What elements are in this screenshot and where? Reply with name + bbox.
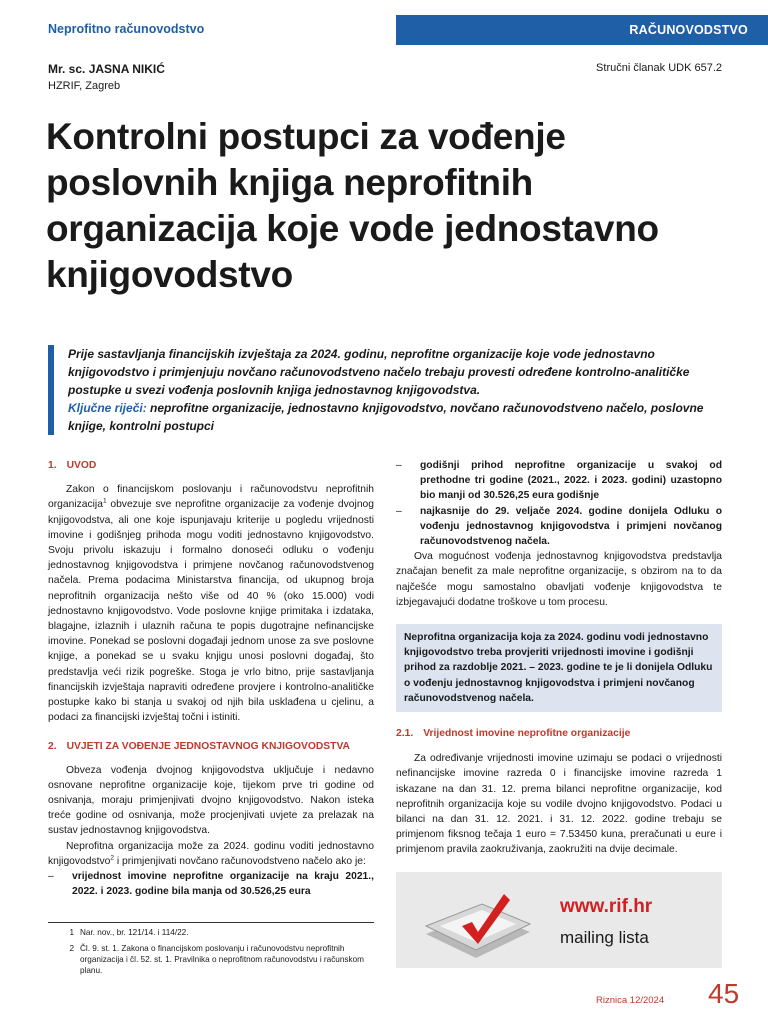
list-item: [48, 869, 374, 899]
footnote: [48, 927, 374, 938]
paragraph: [48, 482, 374, 725]
paragraph-text: i primjenjivati novčano računovodstveno načelo ako je:: [114, 855, 366, 867]
list-item-text: najkasnije do 29. veljače 2024. godine donijela Odluku o vođenju jednostavnog knjigovodstva i primjeni novčanog računovodstvenog načela.: [420, 505, 722, 548]
ad-banner[interactable]: [396, 872, 722, 968]
author-affiliation: HZRIF, Zagreb: [48, 80, 121, 92]
ad-mailing-label: mailing lista: [560, 928, 649, 947]
checkbox-check-icon: [418, 882, 536, 962]
section-heading-1: [48, 458, 374, 473]
paragraph: Za određivanje vrijednosti imovine uzimaju se podaci o vrijednosti nefinancijske imovine razreda 0 i financijske imovine razreda 1 iskazane na dan 31. 12. prema bilanci neprofitne organizacije, kod neprofitnih organizacija koje su vodile dvojno knjigovodstvo. Podaci u bilanci na dan 31. 12. 2021. i 31. 12. 2022. godine trebaju se primjenom fiksnog tečaja 1 euro = 7.53450 kuna, preračunati u eure i primjenom pravila zaokruživanja, zaokružiti na dvije decimale.: [396, 753, 722, 856]
footnote-text: Čl. 9. st. 1. Zakona o financijskom poslovanju i računovodstvu neprofitnih organizacija i čl. 52. st. 1. Pravilnika o neprofitnom računovodstvu i računskom planu.: [80, 944, 364, 975]
paragraph: Ova mogućnost vođenja jednostavnog knjigovodstva predstavlja značajan benefit za male neprofitne organizacije, s obzirom na to da najčešće mogu samostalno obavljati vođenje knjigovodstva te izbjegavajući dodatne troškove u tom procesu.: [396, 551, 722, 608]
section-title: UVJETI ZA VOĐENJE JEDNOSTAVNOG KNJIGOVODSTVA: [66, 741, 350, 753]
left-column: [48, 458, 374, 899]
list-item: [396, 458, 722, 504]
footnote: [48, 943, 374, 976]
footnote-ref: 2: [110, 854, 115, 862]
list-dash: –: [48, 871, 54, 883]
category-label: RAČUNOVODSTVO: [629, 23, 748, 37]
keywords-label: Ključne riječi:: [68, 401, 147, 415]
footnote-number: 1: [69, 928, 74, 937]
paragraph-text: Zakon o financijskom poslovanju i računovodstvu neprofitnih organizacija: [48, 484, 374, 511]
right-column: [396, 458, 722, 858]
author-name: Mr. sc. JASNA NIKIĆ: [48, 62, 165, 76]
paragraph: Obveza vođenja dvojnog knjigovodstva uključuje i nedavno osnovane neprofitne organizacije koje, tijekom prve tri godine od osnivanja, moraju primjenjivati dvojno knjigovodstvo. Nakon isteka treće godine od osnivanja, može procjenjivati uvjete za prelazak na sustav jednostavnog knjigovodstva.: [48, 764, 374, 837]
ad-url-link[interactable]: www.rif.hr: [560, 896, 653, 917]
section-number: 2.1.: [396, 728, 414, 740]
paragraph: [48, 839, 374, 869]
section-heading-2: [48, 739, 374, 754]
abstract-text: Prije sastavljanja financijskih izvještaja za 2024. godinu, neprofitne organizacije koje vode jednostavno knjigovodstvo i primjenjuju novčano računovodstveno načelo trebaju provesti određene kontrolno-analitičke postupke u svezi vođenja poslovnih knjiga jednostavnog knjigovodstva.: [68, 347, 690, 397]
section-number: 1.: [48, 460, 57, 471]
publication-info: Riznica 12/2024: [596, 995, 665, 1006]
section-title: UVOD: [66, 460, 97, 471]
section-number: 2.: [48, 741, 57, 753]
highlight-box: Neprofitna organizacija koja za 2024. godinu vodi jednostavno knjigovodstvo treba provjeriti vrijednosti imovine i godišnji prihod za razdoblje 2021. – 2023. godine te je li donijela Odluku o vođenju jednostavnog knjigovodstva i primjeni novčanog računovodstvenog načela.: [396, 624, 722, 712]
list-dash: –: [396, 460, 402, 471]
article-title: Kontrolni postupci za vođenje poslovnih knjiga neprofitnih organizacija koje vode jednostavno knjigovodstvo: [46, 116, 659, 295]
list-dash: –: [396, 505, 402, 517]
abstract: [68, 345, 728, 435]
abstract-accent-bar: [48, 345, 54, 435]
article-type: Stručni članak UDK 657.2: [596, 62, 722, 74]
footnote-number: 2: [69, 944, 74, 953]
section-title: Vrijednost imovine neprofitne organizacije: [423, 728, 631, 740]
category-banner: [396, 15, 768, 45]
keywords: neprofitne organizacije, jednostavno knjigovodstvo, novčano računovodstveno načelo, poslovne knjige, kontrolni postupci: [68, 401, 704, 433]
footnote-text: Nar. nov., br. 121/14. i 114/22.: [80, 928, 189, 937]
page-number: 45: [708, 978, 740, 1009]
list-item-text: godišnji prihod neprofitne organizacije u svakoj od prethodne tri godine (2021., 2022. i 2023. godini) uzastopno bio manji od 30.526,25 eura godišnje: [420, 460, 722, 502]
section-label: Neprofitno računovodstvo: [48, 22, 205, 36]
paragraph-text: Neprofitna organizacija može za 2024. godinu voditi jednostavno knjigovodstvo: [48, 840, 374, 867]
list-item-text: vrijednost imovine neprofitne organizacije na kraju 2021., 2022. i 2023. godine bila manja od 30.526,25 eura: [72, 871, 374, 898]
paragraph-text: obvezuje sve neprofitne organizacije za vođenje dvojnog knjigovodstva, ali one koje ispunjavaju kriterije u pogledu vrijednosti imovine i godišnjeg prihoda mogu voditi jednostavno knjigovodstvo. Svoju privolu iskazuju i formalno donoseći odluku o vođenju jednostavnog knjigovodstva i primjene novčanog računovodstvenog načela. Prema podacima Ministarstva financija, od ukupnog broja neprofitnih organizacija nešto više od 40 % (oko 15.000) vodi jednostavno knjigovodstvo. Vode poslovne knjige primitaka i izdataka, blagajne, izlaznih i ulaznih računa te popis dugotrajne nefinancijske imovine. Ponekad se poslovni događaji jednom unose za sve poslovne knjige, a ponekad se u svaku knjigu unosi poslovni događaj, što predstavlja veći rizik pogreške. Stoga je vrlo bitno, prije sastavljanja financijskih izvještaja napraviti određene provjere i kontrolno-analitičke postupke kako bi stanja u svakoj od njih bila usklađena u cjelinu, a podaci za financijski izvještaj točni i istiniti.: [48, 499, 374, 724]
footnote-ref: 1: [102, 497, 107, 505]
subsection-heading: [396, 726, 722, 741]
list-item: [396, 504, 722, 550]
footnotes: [48, 922, 374, 976]
